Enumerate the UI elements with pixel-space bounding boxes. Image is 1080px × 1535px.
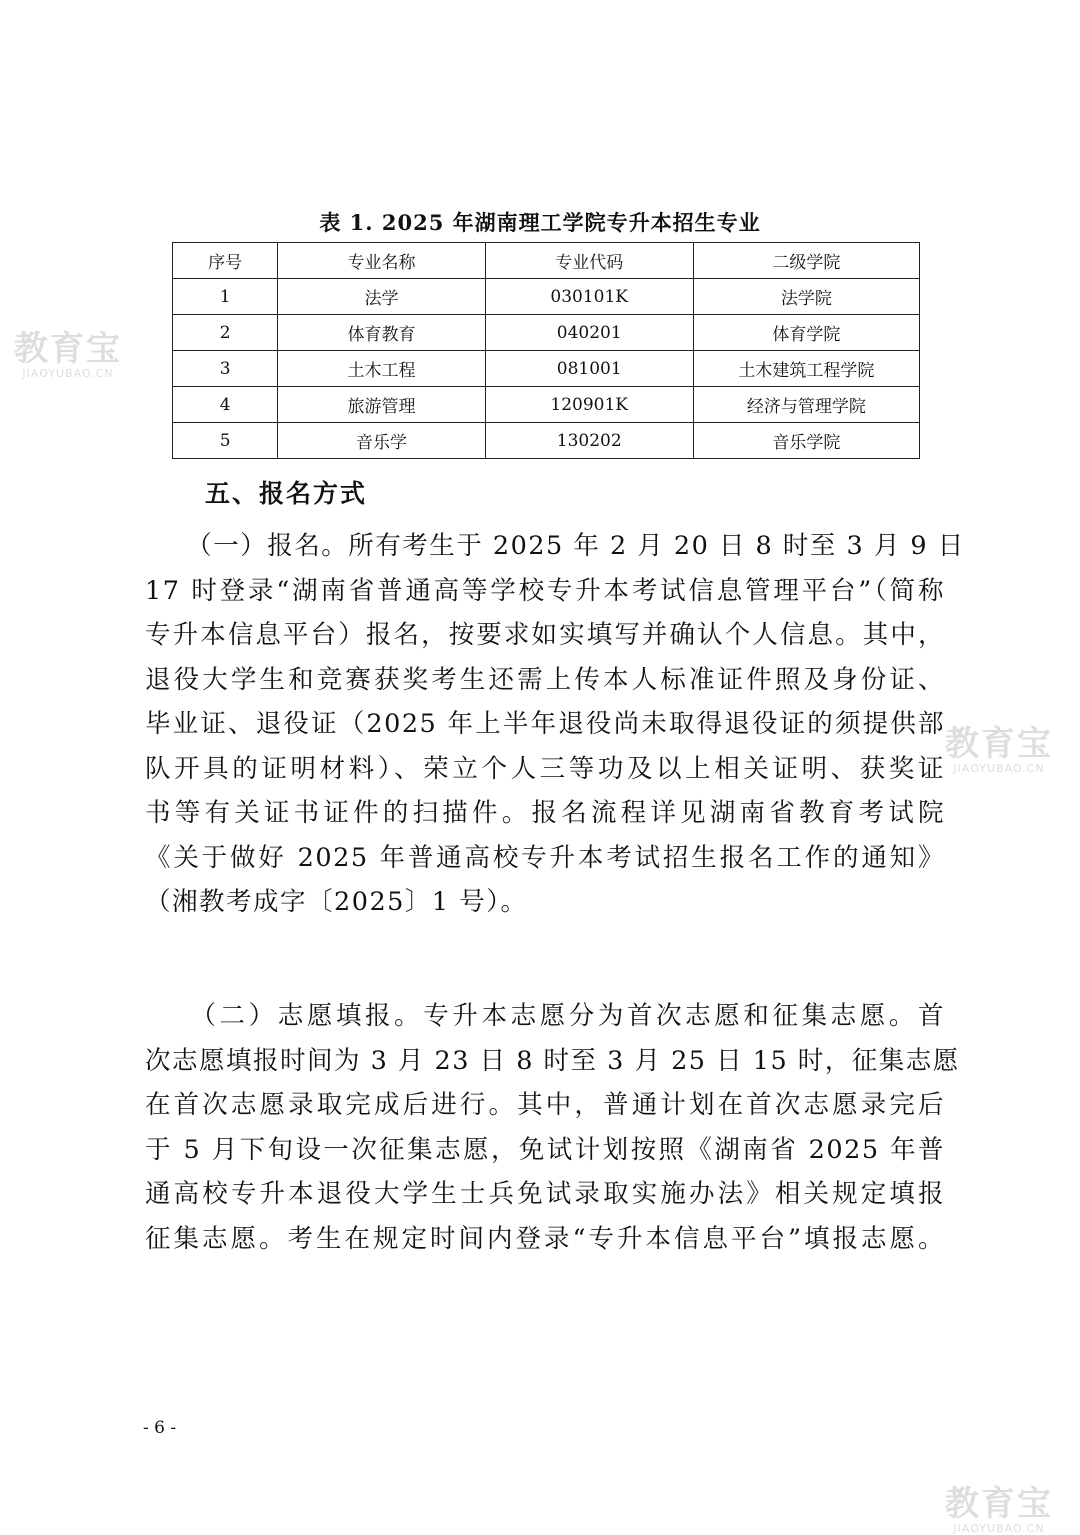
cell-major-name: 土木工程 (278, 351, 485, 387)
cell-major-name: 法学 (278, 279, 485, 315)
watermark-domain: JIAOYUBAO.CN (22, 367, 114, 380)
watermark-domain: JIAOYUBAO.CN (953, 1522, 1045, 1535)
table-row (173, 315, 920, 351)
cell-major-code: 040201 (485, 315, 693, 351)
watermark-logo (945, 725, 1053, 775)
paragraph-line: 在首次志愿录取完成后进行。其中，普通计划在首次志愿录完后 (145, 1090, 945, 1120)
paragraph-line: 次志愿填报时间为 3 月 23 日 8 时至 3 月 25 日 15 时，征集志愿 (145, 1045, 960, 1076)
paragraph-line: （湘教考成字〔2025〕1 号）。 (145, 887, 528, 917)
paragraph-line: 于 5 月下旬设一次征集志愿，免试计划按照《湖南省 2025 年普 (145, 1134, 945, 1165)
paragraph-line: 退役大学生和竞赛获奖考生还需上传本人标准证件照及身份证、 (145, 664, 945, 695)
cell-major-name: 音乐学 (278, 423, 485, 459)
paragraph-line: （一）报名。所有考生于 2025 年 2 月 20 日 8 时至 3 月 9 日 (145, 531, 965, 561)
watermark-brand: 教育宝 (945, 1484, 1053, 1524)
watermark-brand: 教育宝 (14, 329, 122, 369)
paragraph-line: 征集志愿。考生在规定时间内登录“专升本信息平台”填报志愿。 (145, 1223, 945, 1254)
paragraph-line: 队开具的证明材料）、荣立个人三等功及以上相关证明、获奖证 (145, 753, 945, 784)
cell-index: 4 (173, 387, 278, 423)
header-index: 序号 (173, 243, 278, 279)
paragraph-line: 毕业证、退役证（2025 年上半年退役尚未取得退役证的须提供部 (145, 709, 945, 739)
paragraph-line: 17 时登录“湖南省普通高等学校专升本考试信息管理平台”（简称 (145, 575, 945, 606)
cell-index: 1 (173, 279, 278, 315)
paragraph-line: 《关于做好 2025 年普通高校专升本考试招生报名工作的通知》 (145, 842, 945, 873)
table-row (173, 351, 920, 387)
cell-index: 5 (173, 423, 278, 459)
cell-college: 经济与管理学院 (693, 387, 919, 423)
cell-college: 法学院 (693, 279, 919, 315)
majors-table (172, 242, 920, 459)
header-major-code: 专业代码 (485, 243, 693, 279)
table-caption: 表 1. 2025 年湖南理工学院专升本招生专业 (319, 210, 761, 235)
header-college: 二级学院 (693, 243, 919, 279)
paragraph-line: 专升本信息平台）报名，按要求如实填写并确认个人信息。其中， (145, 620, 945, 650)
cell-index: 3 (173, 351, 278, 387)
section-heading: 五、报名方式 (205, 479, 368, 508)
watermark-domain: JIAOYUBAO.CN (953, 762, 1045, 775)
cell-major-name: 旅游管理 (278, 387, 485, 423)
table-row (173, 387, 920, 423)
cell-index: 2 (173, 315, 278, 351)
cell-college: 体育学院 (693, 315, 919, 351)
header-major-name: 专业名称 (278, 243, 485, 279)
watermark-logo (14, 330, 122, 380)
paragraph-line: （二）志愿填报。专升本志愿分为首次志愿和征集志愿。首 (145, 1001, 945, 1031)
cell-college: 土木建筑工程学院 (693, 351, 919, 387)
table-header-row (173, 243, 920, 279)
paragraph-line: 通高校专升本退役大学生士兵免试录取实施办法》相关规定填报 (145, 1179, 945, 1209)
watermark-brand: 教育宝 (945, 724, 1053, 764)
cell-college: 音乐学院 (693, 423, 919, 459)
cell-major-code: 120901K (485, 387, 693, 423)
paragraph-application (145, 994, 960, 1261)
page-number: - 6 - (143, 1418, 177, 1438)
paragraph-registration (145, 524, 965, 925)
table-row (173, 423, 920, 459)
cell-major-code: 130202 (485, 423, 693, 459)
cell-major-code: 030101K (485, 279, 693, 315)
table-row (173, 279, 920, 315)
cell-major-name: 体育教育 (278, 315, 485, 351)
cell-major-code: 081001 (485, 351, 693, 387)
paragraph-line: 书等有关证书证件的扫描件。报名流程详见湖南省教育考试院 (145, 798, 945, 828)
